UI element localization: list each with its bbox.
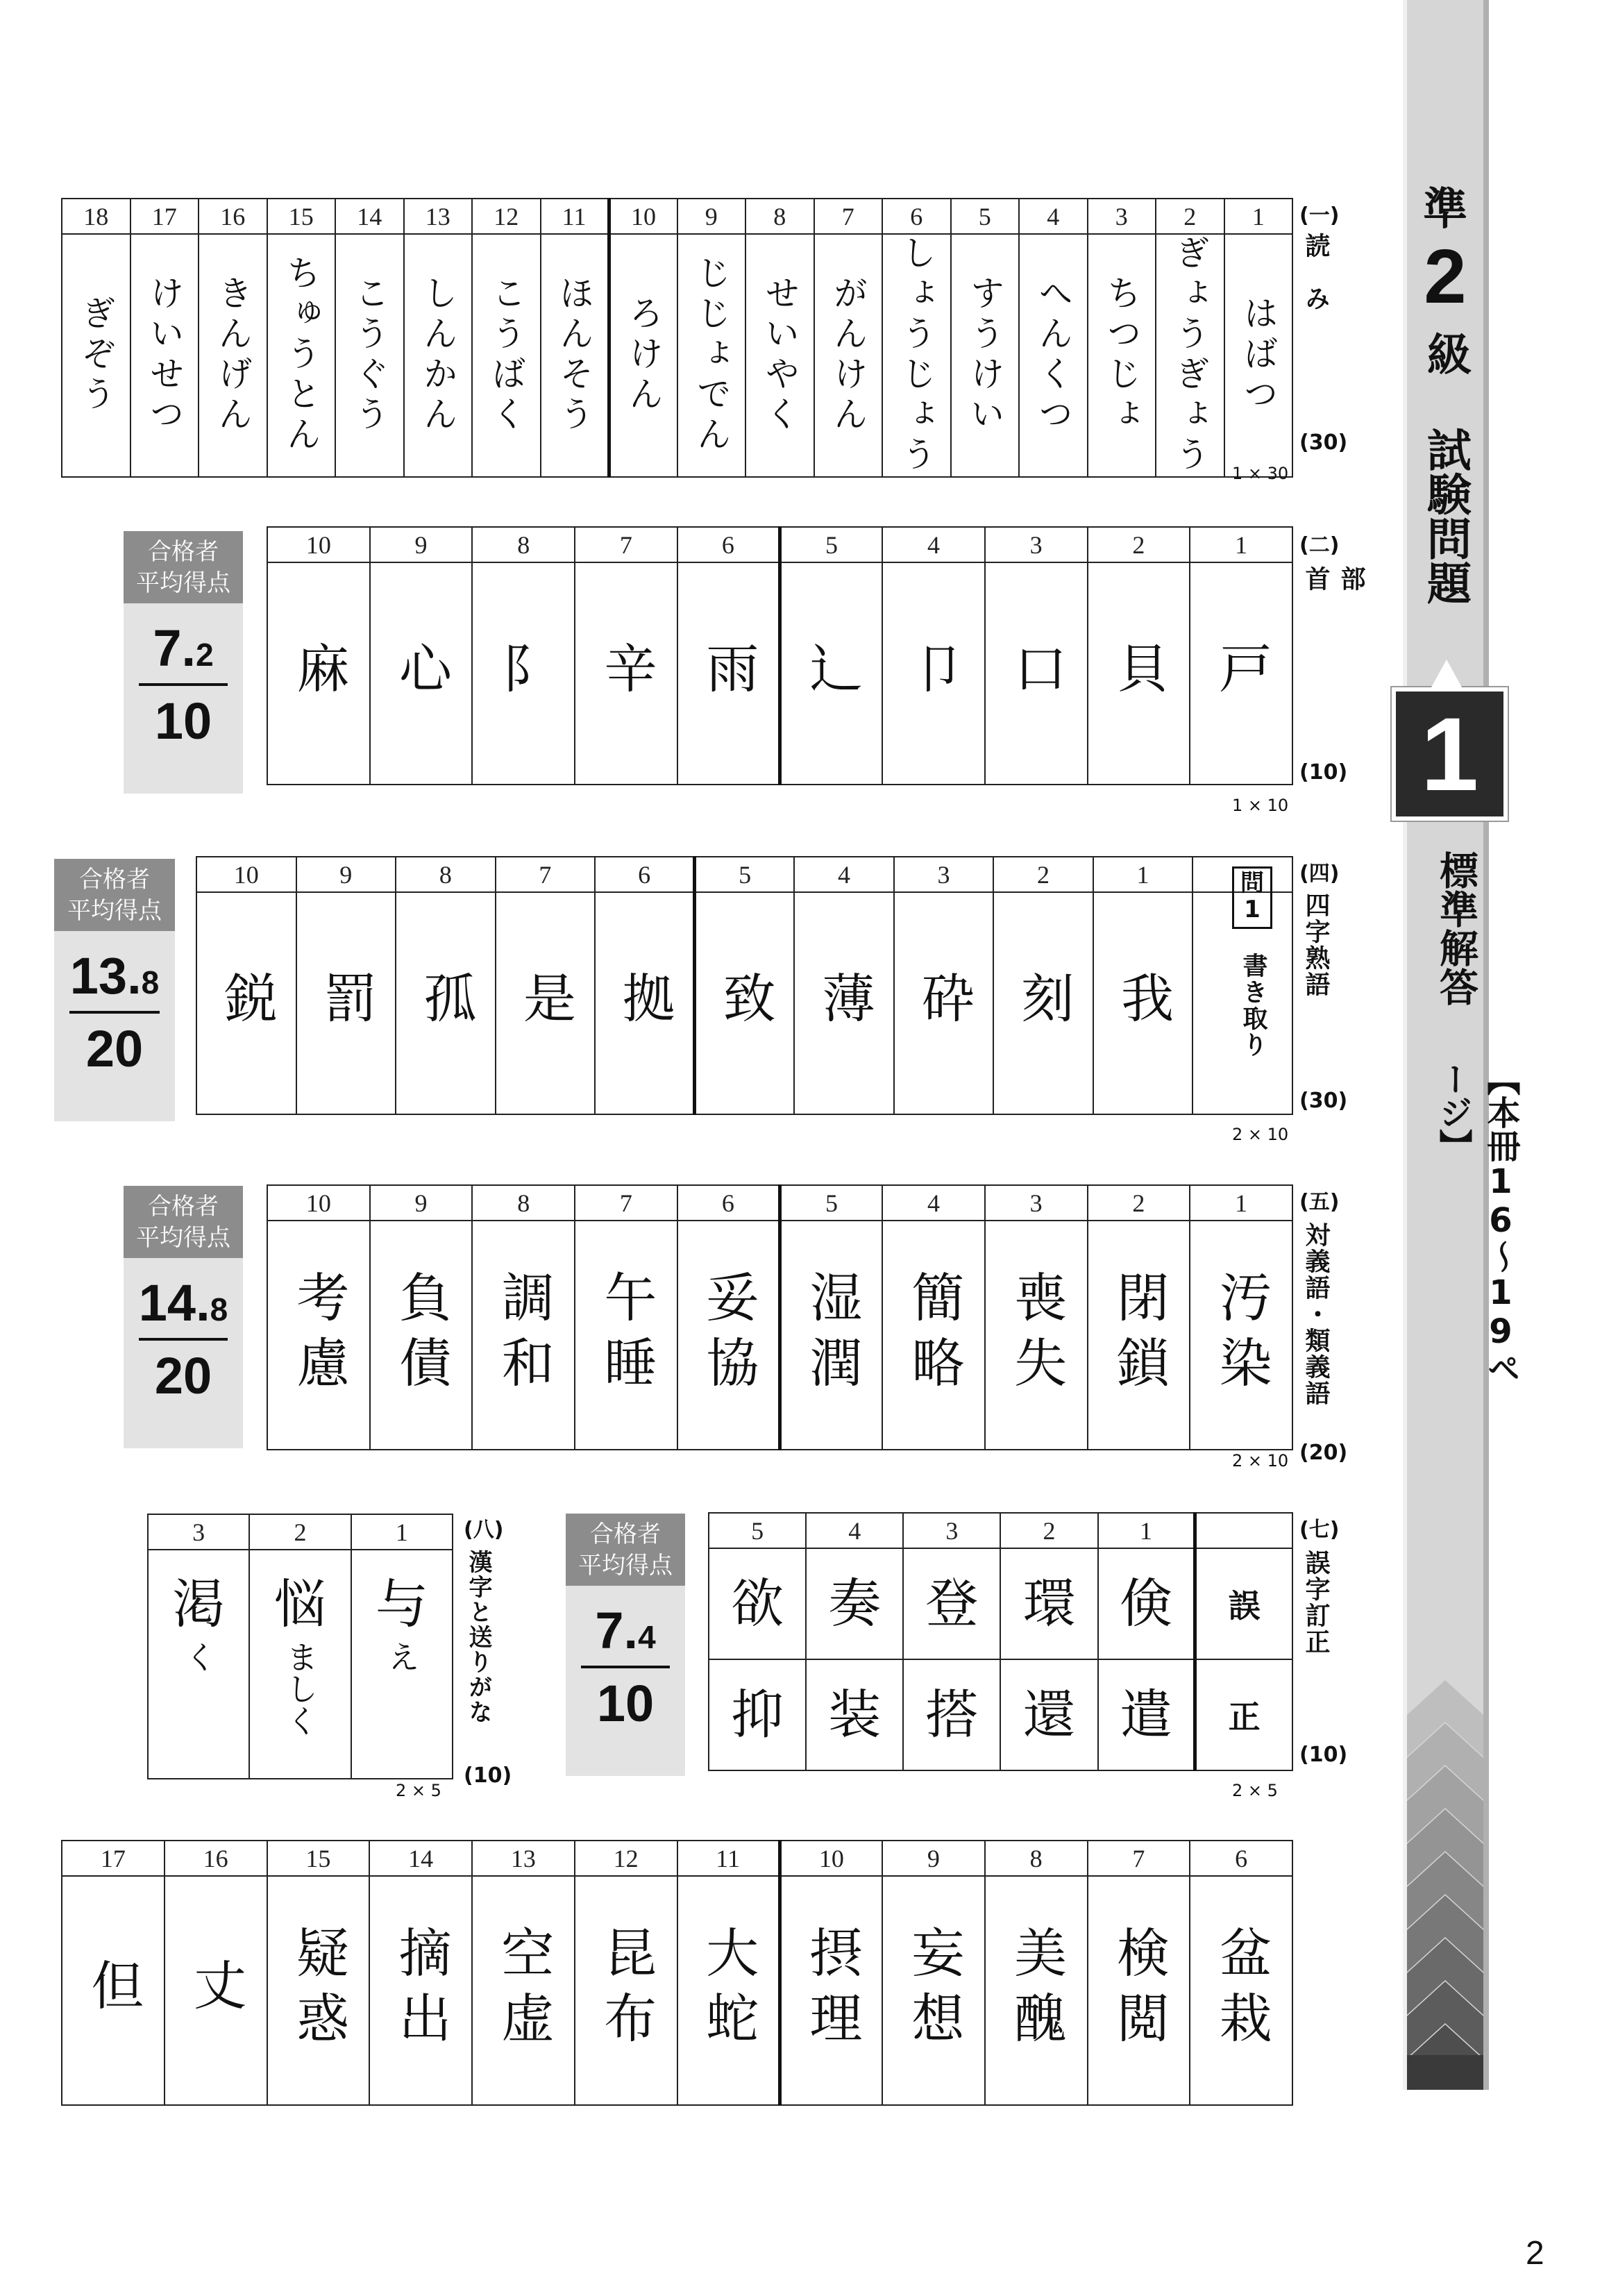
question-number: 14	[369, 1841, 472, 1876]
correct-kanji: 搭	[925, 1684, 979, 1745]
wrong-cell	[903, 1548, 1000, 1659]
question-number: 1	[1190, 1185, 1292, 1221]
answer-kanji: 汚染	[1211, 1270, 1273, 1400]
answer-kanji: 喪失	[1005, 1270, 1068, 1400]
section-5-number: (五)	[1299, 1190, 1340, 1214]
answer-cell	[882, 1876, 985, 2105]
answer-kanji: 盆栽	[1211, 1925, 1273, 2056]
question-number: 8	[472, 1185, 575, 1221]
correct-label: 正	[1195, 1659, 1292, 1770]
question-number: 4	[1019, 199, 1088, 234]
correct-cell	[1098, 1659, 1195, 1770]
answer-reading: へんくつ	[1033, 275, 1074, 436]
question-number: 5	[695, 857, 795, 892]
answer-reading: すうけい	[964, 275, 1005, 436]
answer-cell	[1156, 234, 1224, 477]
answer-cell	[296, 892, 396, 1114]
label-header	[1195, 1513, 1292, 1548]
answer-okurigana: ましく	[281, 1641, 319, 1736]
answer-cell	[496, 892, 596, 1114]
section-4-average-score: 合格者 平均得点 13.8 20	[54, 859, 175, 1121]
question-number: 4	[794, 857, 894, 892]
answer-cell	[351, 1550, 453, 1779]
answer-reading: がんけん	[827, 275, 868, 436]
section-2-points: (10)	[1299, 760, 1348, 785]
answer-heading: 標準解答	[1433, 850, 1478, 1006]
answer-kanji: 閉鎖	[1108, 1270, 1170, 1400]
question-number: 8	[396, 857, 496, 892]
question-number: 8	[745, 199, 814, 234]
exam-title: 準 2 級 試験問題	[1419, 184, 1471, 605]
question-number: 1	[351, 1514, 453, 1550]
answer-cell	[677, 1221, 780, 1450]
answer-cell	[882, 1221, 985, 1450]
correct-kanji: 還	[1022, 1684, 1076, 1745]
answer-kanji: 辛	[595, 641, 657, 706]
answer-kanji: 調和	[493, 1270, 555, 1400]
question-number: 9	[296, 857, 396, 892]
question-number: 6	[677, 527, 780, 562]
badge-pointer-icon	[1431, 660, 1462, 687]
section-7-points: (10)	[1299, 1743, 1348, 1767]
question-number: 3	[985, 1185, 1088, 1221]
answer-cell	[779, 1876, 882, 2105]
correct-kanji: 抑	[731, 1684, 784, 1745]
question-number: 5	[709, 1513, 806, 1548]
section-4-points: (30)	[1299, 1089, 1348, 1113]
section-7-average-score: 合格者 平均得点 7.4 10	[566, 1514, 685, 1776]
answer-kanji: 渇	[172, 1573, 226, 1635]
question-number: 6	[882, 199, 951, 234]
question-number: 2	[249, 1514, 351, 1550]
answer-cell	[369, 1876, 472, 2105]
question-number: 11	[541, 199, 609, 234]
answer-reading: せいやく	[759, 275, 800, 436]
question-number: 15	[267, 199, 336, 234]
test-number-badge: 1	[1392, 687, 1508, 821]
answer-cell	[745, 234, 814, 477]
section-2-number: (二)	[1299, 533, 1340, 558]
answer-cell	[267, 234, 336, 477]
page-reference: 【本冊16〜19ページ】	[1433, 1062, 1520, 1384]
answer-cell	[541, 234, 609, 477]
answer-cell	[62, 234, 130, 477]
answer-cell	[1093, 892, 1193, 1114]
answer-reading: けいせつ	[144, 275, 185, 436]
answer-kanji: 但	[82, 1958, 144, 2023]
section-2-average-score: 合格者 平均得点 7.2 10	[124, 531, 243, 794]
section-4-number: (四)	[1299, 862, 1340, 886]
question-number: 1	[1190, 527, 1292, 562]
answer-cell	[677, 1876, 780, 2105]
answer-kanji: 薄	[813, 971, 875, 1036]
question-number: 16	[199, 199, 267, 234]
answer-kanji: 雨	[697, 641, 759, 706]
answer-cell	[165, 1876, 267, 2105]
answer-kanji: 致	[714, 971, 777, 1036]
question-number: 2	[1088, 527, 1190, 562]
answer-cell	[249, 1550, 351, 1779]
question-number: 4	[882, 1185, 985, 1221]
answer-cell	[1088, 234, 1156, 477]
wrong-kanji: 環	[1022, 1573, 1076, 1634]
four-character-idiom-table	[196, 856, 1293, 1115]
reading-table	[61, 198, 1293, 478]
question-number: 7	[814, 199, 883, 234]
answer-kanji: 麻	[287, 641, 350, 706]
page-number: 2	[1526, 2235, 1544, 2272]
question-number: 6	[1190, 1841, 1292, 1876]
answer-reading: ぎぞう	[76, 295, 117, 416]
question-number: 12	[575, 1841, 677, 1876]
question-number: 1	[1093, 857, 1193, 892]
question-number: 17	[130, 199, 199, 234]
answer-kanji: 貝	[1108, 641, 1170, 706]
writing-table	[61, 1840, 1293, 2106]
answer-cell	[951, 234, 1020, 477]
answer-reading: ほんそう	[554, 275, 594, 436]
answer-kanji: 刻	[1013, 971, 1075, 1036]
question-number: 2	[1156, 199, 1224, 234]
wrong-kanji: 倹	[1119, 1573, 1172, 1634]
answer-cell	[148, 1550, 249, 1779]
answer-cell	[1088, 1876, 1190, 2105]
question-number: 3	[894, 857, 994, 892]
question-number: 3	[903, 1513, 1000, 1548]
okurigana-table	[147, 1514, 453, 1779]
question-number: 10	[196, 857, 296, 892]
question-number: 4	[882, 527, 985, 562]
answer-cell	[370, 562, 473, 785]
answer-kanji: 心	[390, 641, 453, 706]
answer-kanji: 阝	[493, 641, 555, 706]
wrong-cell	[1000, 1548, 1097, 1659]
answer-cell	[677, 234, 746, 477]
answer-kanji: 戸	[1211, 641, 1273, 706]
question-number: 9	[370, 1185, 473, 1221]
section-1-label: 読み	[1301, 233, 1330, 338]
question-number: 17	[62, 1841, 165, 1876]
answer-cell	[677, 562, 780, 785]
question-number: 13	[472, 1841, 575, 1876]
answer-reading: しょうじょう	[896, 235, 937, 476]
answer-reading: こうぐう	[349, 275, 390, 436]
section-7-label: 誤字訂正	[1301, 1550, 1330, 1655]
error-correction-table	[708, 1512, 1293, 1771]
answer-cell	[267, 562, 370, 785]
answer-cell	[472, 562, 575, 785]
question-number: 4	[806, 1513, 903, 1548]
correct-cell	[709, 1659, 806, 1770]
answer-cell	[1190, 562, 1292, 785]
answer-cell	[985, 562, 1088, 785]
answer-cell	[1088, 1221, 1190, 1450]
answer-cell	[130, 234, 199, 477]
question-number: 10	[267, 527, 370, 562]
question-number: 1	[1098, 1513, 1195, 1548]
question-number: 5	[779, 527, 882, 562]
answer-kanji: 卩	[902, 641, 965, 706]
correct-cell	[806, 1659, 903, 1770]
answer-kanji: 昆布	[595, 1925, 657, 2056]
answer-cell	[779, 1221, 882, 1450]
answer-cell	[396, 892, 496, 1114]
question-number: 9	[882, 1841, 985, 1876]
answer-cell	[894, 892, 994, 1114]
section-1-multiplier: 1 × 30	[1232, 464, 1289, 483]
question-number: 2	[993, 857, 1093, 892]
answer-reading: しんかん	[417, 275, 458, 436]
question-number: 5	[951, 199, 1020, 234]
answer-kanji: 湿潤	[801, 1270, 863, 1400]
answer-kanji: 是	[514, 971, 577, 1036]
section-5-label: 対義語・類義語	[1301, 1222, 1330, 1407]
question-number: 2	[1000, 1513, 1097, 1548]
section-4-multiplier: 2 × 10	[1232, 1125, 1289, 1144]
radical-table	[267, 526, 1293, 785]
question-number: 5	[779, 1185, 882, 1221]
section-7-multiplier: 2 × 5	[1232, 1781, 1278, 1800]
answer-kanji: 口	[1005, 641, 1068, 706]
answer-kanji: 妄想	[902, 1925, 965, 2056]
answer-kanji: 検閲	[1108, 1925, 1170, 2056]
answer-cell	[575, 1876, 677, 2105]
section-2-label: 部首	[1301, 566, 1365, 632]
question-number: 15	[267, 1841, 370, 1876]
question-number: 10	[609, 199, 677, 234]
answer-kanji: 空虚	[492, 1925, 555, 2056]
answer-kanji: 砕	[913, 971, 975, 1036]
chevron-decoration-icon	[1407, 1666, 1483, 2090]
question-number: 13	[404, 199, 473, 234]
answer-kanji: 疑惑	[287, 1925, 350, 2056]
correct-kanji: 遣	[1119, 1684, 1172, 1745]
question-number: 3	[148, 1514, 249, 1550]
answer-cell	[196, 892, 296, 1114]
answer-cell	[267, 1221, 370, 1450]
answer-kanji: 午睡	[595, 1270, 657, 1400]
sidebar	[1407, 0, 1520, 2090]
answer-cell	[882, 234, 951, 477]
question-number: 6	[677, 1185, 780, 1221]
answer-kanji: 辶	[801, 641, 863, 706]
section-5-points: (20)	[1299, 1441, 1348, 1465]
correct-kanji: 装	[828, 1684, 882, 1745]
answer-cell	[993, 892, 1093, 1114]
question-number: 14	[335, 199, 404, 234]
wrong-cell	[709, 1548, 806, 1659]
answer-cell	[199, 234, 267, 477]
section-5-average-score: 合格者 平均得点 14.8 20	[124, 1186, 243, 1448]
answer-cell	[985, 1876, 1088, 2105]
wrong-cell	[1098, 1548, 1195, 1659]
antonym-synonym-table	[267, 1184, 1293, 1450]
answer-cell	[575, 562, 677, 785]
answer-cell	[1088, 562, 1190, 785]
answer-reading: ちゅうとん	[280, 255, 321, 456]
question-number: 8	[985, 1841, 1088, 1876]
answer-kanji: 摂理	[800, 1925, 863, 2056]
wrong-kanji: 登	[925, 1573, 979, 1634]
section-1-points: (30)	[1299, 430, 1348, 455]
question-number: 10	[267, 1185, 370, 1221]
answer-kanji: 鋭	[215, 971, 278, 1036]
answer-cell	[335, 234, 404, 477]
answer-reading: ぎょうぎょう	[1170, 235, 1211, 476]
answer-kanji: 我	[1112, 971, 1174, 1036]
question-1-box: 問1	[1232, 866, 1272, 929]
question-number: 1	[1224, 199, 1293, 234]
answer-cell	[575, 1221, 677, 1450]
answer-cell	[814, 234, 883, 477]
answer-cell	[404, 234, 473, 477]
answer-cell	[472, 1876, 575, 2105]
question-number: 10	[779, 1841, 882, 1876]
answer-kanji: 孤	[414, 971, 477, 1036]
question-number: 7	[1088, 1841, 1190, 1876]
answer-cell	[882, 562, 985, 785]
answer-kanji: 簡略	[902, 1270, 965, 1400]
correct-cell	[903, 1659, 1000, 1770]
answer-kanji: 与	[375, 1573, 428, 1635]
answer-cell	[609, 234, 677, 477]
question-number: 8	[472, 527, 575, 562]
answer-reading: ちつじょ	[1101, 275, 1142, 436]
wrong-kanji: 奏	[828, 1573, 882, 1634]
answer-kanji: 丈	[185, 1958, 247, 2023]
question-number: 6	[595, 857, 695, 892]
wrong-cell	[806, 1548, 903, 1659]
answer-kanji: 摘出	[390, 1925, 453, 2056]
answer-kanji: 大蛇	[697, 1925, 759, 2056]
answer-cell	[1019, 234, 1088, 477]
answer-cell	[695, 892, 795, 1114]
answer-cell	[794, 892, 894, 1114]
answer-cell	[472, 1221, 575, 1450]
answer-reading: はばつ	[1238, 295, 1279, 416]
answer-cell	[985, 1221, 1088, 1450]
answer-cell	[472, 234, 541, 477]
section-7-number: (七)	[1299, 1518, 1340, 1542]
question-number: 7	[575, 527, 677, 562]
answer-reading: こうばく	[486, 275, 527, 436]
answer-kanji: 悩	[273, 1573, 327, 1635]
answer-kanji: 考慮	[287, 1270, 350, 1400]
wrong-label: 誤	[1195, 1548, 1292, 1659]
question-number: 7	[496, 857, 596, 892]
section-5-multiplier: 2 × 10	[1232, 1451, 1289, 1470]
answer-kanji: 罰	[315, 971, 378, 1036]
section-1-number: (一)	[1299, 203, 1340, 228]
answer-cell	[62, 1876, 165, 2105]
answer-reading: きんげん	[212, 275, 253, 436]
answer-cell	[267, 1876, 370, 2105]
answer-cell	[1224, 234, 1293, 477]
question-number: 11	[677, 1841, 780, 1876]
answer-okurigana: く	[180, 1641, 218, 1673]
correct-cell	[1000, 1659, 1097, 1770]
question-number: 2	[1088, 1185, 1190, 1221]
answer-cell	[779, 562, 882, 785]
question-number: 9	[370, 527, 473, 562]
answer-cell	[595, 892, 695, 1114]
answer-cell	[1190, 1876, 1292, 2105]
question-number: 9	[677, 199, 746, 234]
question-number: 3	[985, 527, 1088, 562]
answer-kanji: 拠	[614, 971, 676, 1036]
question-number: 12	[472, 199, 541, 234]
section-8-label: 漢字と送りがな	[464, 1550, 492, 1725]
answer-kanji: 負債	[390, 1270, 453, 1400]
section-8-number: (八)	[464, 1518, 504, 1542]
question-number: 18	[62, 199, 130, 234]
section-4-label: 四字熟語	[1301, 892, 1330, 998]
question-number: 16	[165, 1841, 267, 1876]
wrong-kanji: 欲	[731, 1573, 784, 1634]
answer-kanji: 妥協	[697, 1270, 759, 1400]
section-2-multiplier: 1 × 10	[1232, 796, 1289, 815]
question-1-label: 書き取り	[1239, 953, 1267, 1058]
answer-cell	[370, 1221, 473, 1450]
question-number: 3	[1088, 199, 1156, 234]
answer-reading: じじょでん	[691, 255, 732, 456]
answer-okurigana: え	[382, 1641, 421, 1673]
answer-reading: ろけん	[623, 295, 664, 416]
question-number: 7	[575, 1185, 677, 1221]
answer-cell	[1190, 1221, 1292, 1450]
section-8-points: (10)	[464, 1763, 512, 1788]
section-8-multiplier: 2 × 5	[396, 1781, 441, 1800]
answer-kanji: 美醜	[1005, 1925, 1068, 2056]
